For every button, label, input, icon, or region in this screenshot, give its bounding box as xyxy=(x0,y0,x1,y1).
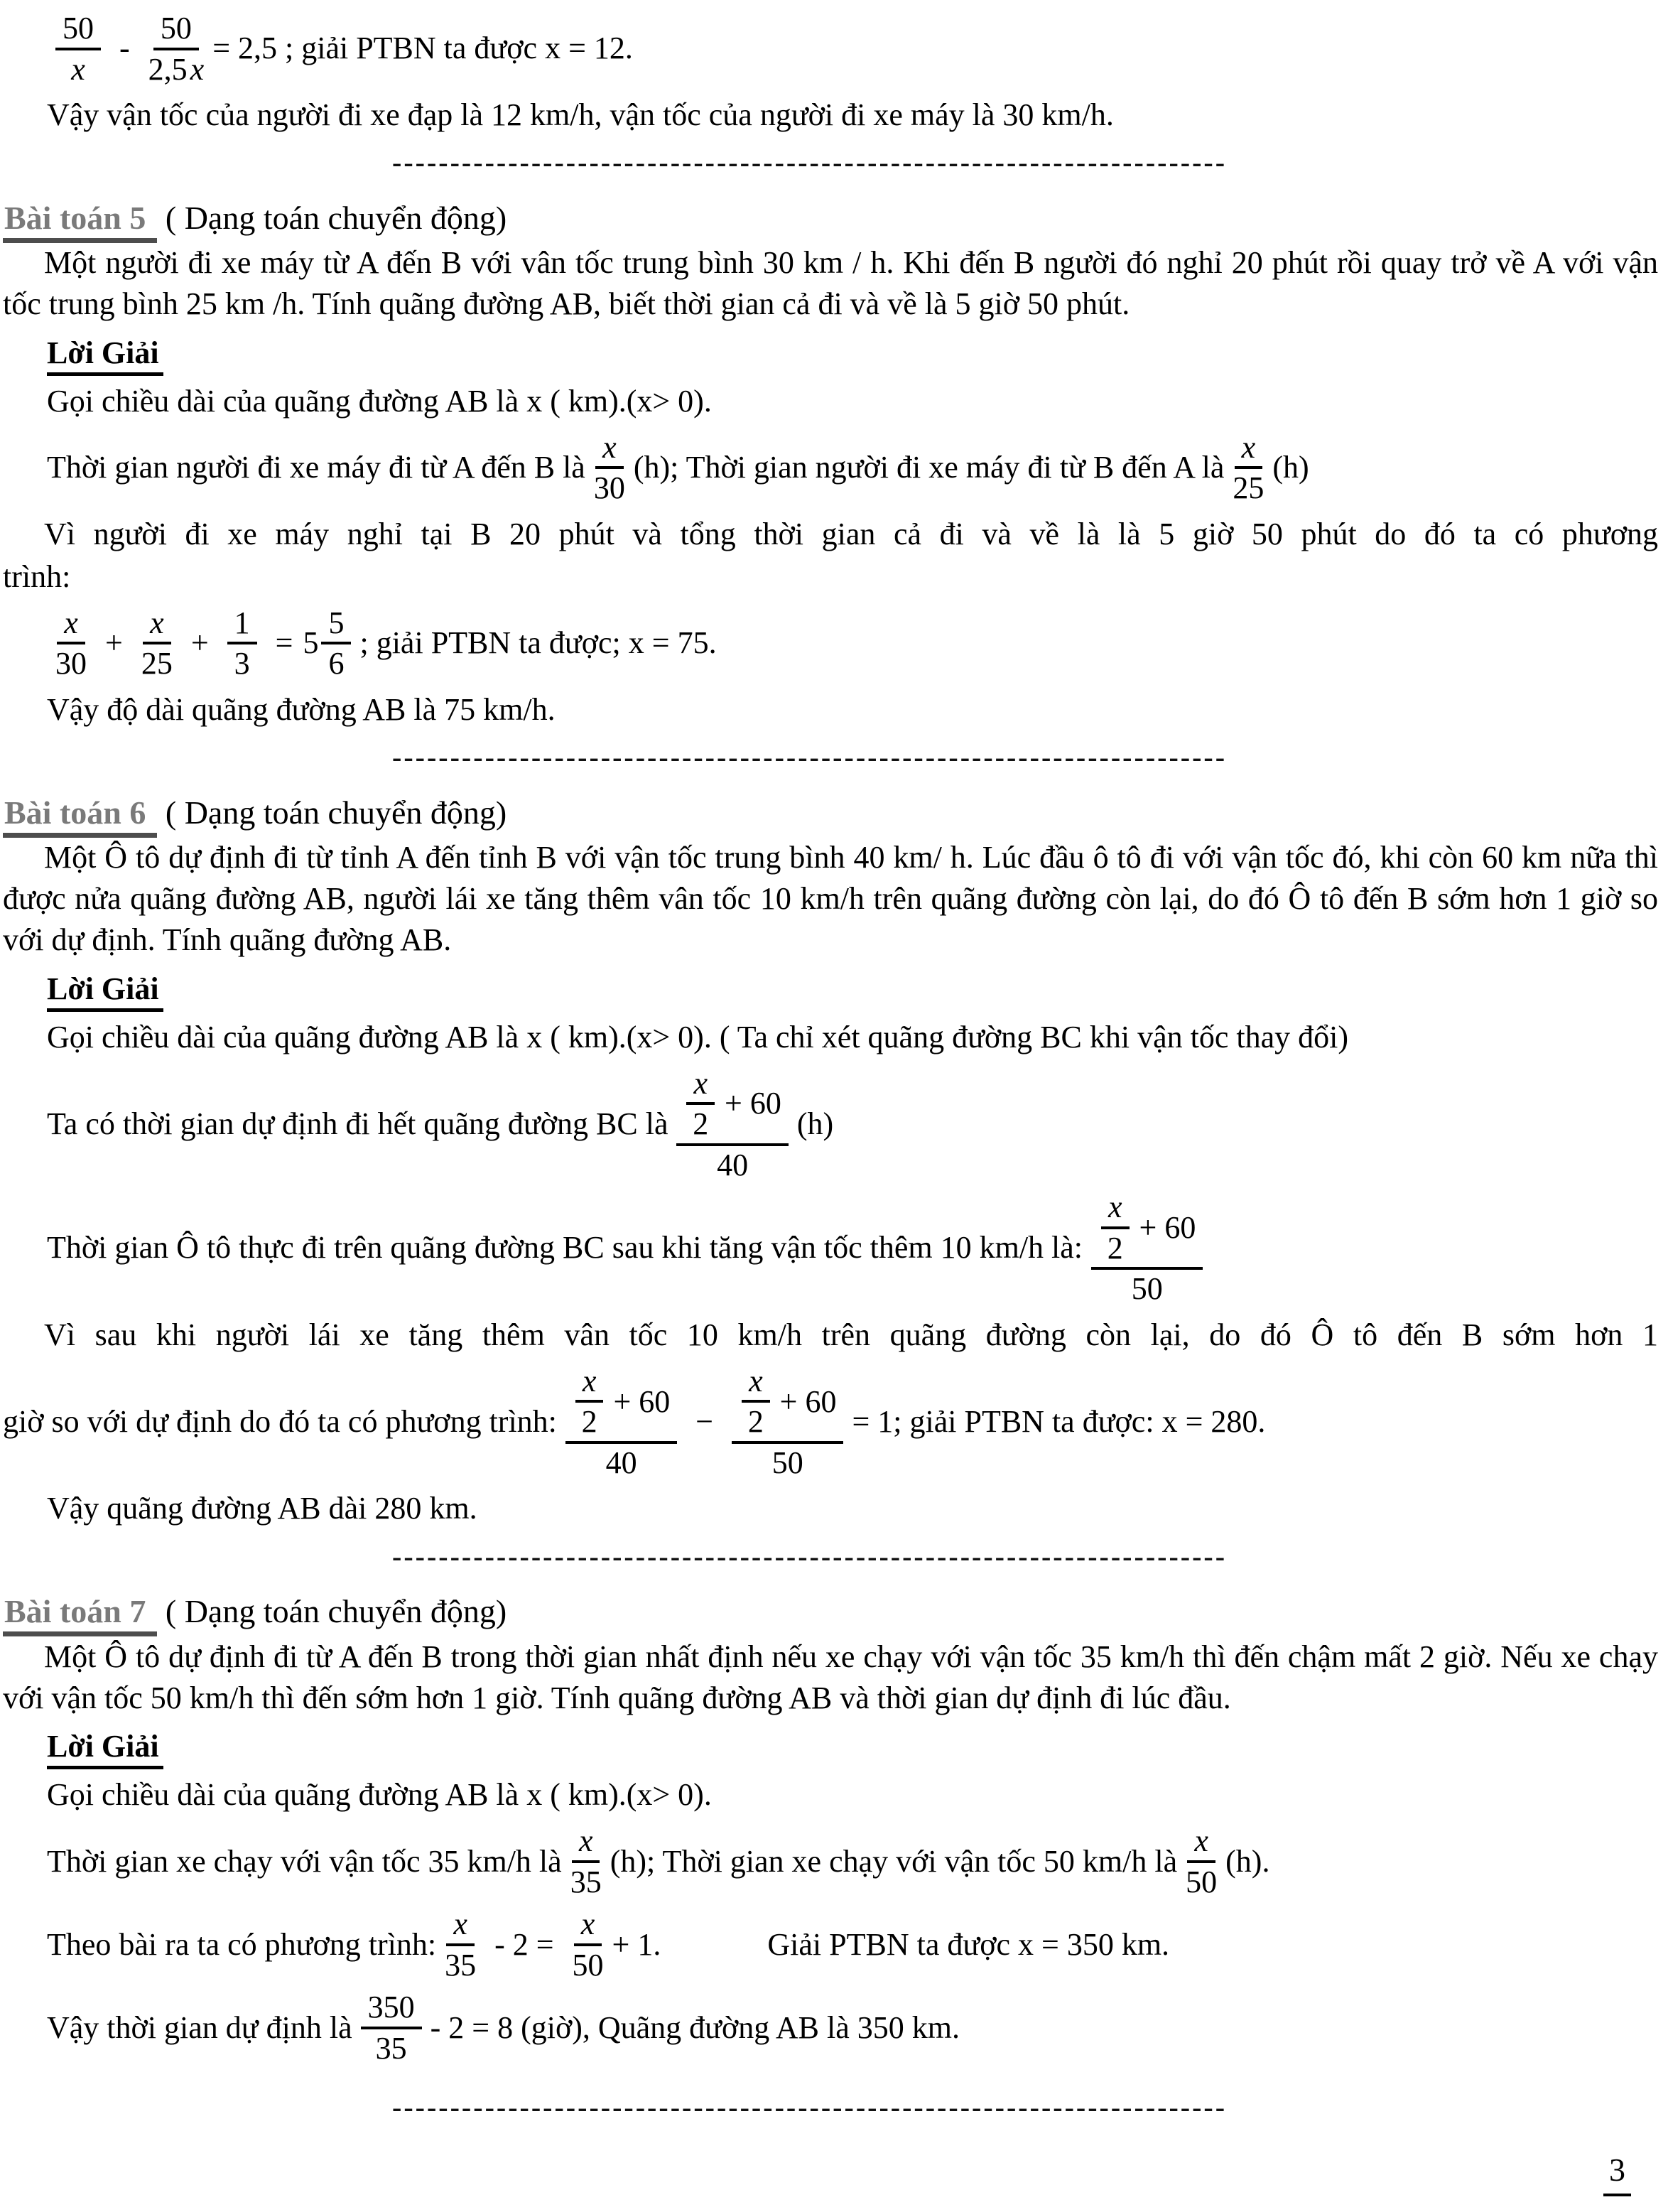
solve-note: Giải PTBN ta được x = 350 km. xyxy=(767,1926,1170,1962)
whole-number: 5 xyxy=(303,625,319,661)
section-heading xyxy=(3,1591,1668,1632)
fraction-denominator: 50 xyxy=(572,1947,604,1982)
solution-label: Lời Giải xyxy=(47,971,163,1012)
time-line xyxy=(47,1067,1658,1182)
separator-dashes: ------------------------------------------------------------------------ xyxy=(392,1540,1228,1572)
conclusion-line xyxy=(47,1990,1658,2065)
bai-title: Bài toán 7 xyxy=(3,1593,157,1636)
text-run: Ta có thời gian dự định đi hết quãng đường BC là xyxy=(47,1106,668,1141)
fraction-denominator: 2,5 xyxy=(148,51,188,87)
solution-heading xyxy=(47,333,1668,374)
fraction xyxy=(445,1907,476,1982)
solution-line: Gọi chiều dài của quãng đường AB là x ( km).(x> 0). xyxy=(47,1777,712,1813)
solution-line: Gọi chiều dài của quãng đường AB là x ( km).(x> 0). xyxy=(47,383,712,419)
fraction-denominator: 35 xyxy=(445,1947,477,1982)
text-run: Vậy thời gian dự định là xyxy=(47,2009,352,2045)
fraction-denominator: 25 xyxy=(141,646,173,681)
conclusion-line: Vậy vận tốc của người đi xe đạp là 12 km/h, vận tốc của người đi xe máy là 30 km/h. xyxy=(47,97,1114,133)
fraction xyxy=(686,1067,715,1141)
text-run: Thời gian xe chạy với vận tốc 35 km/h là xyxy=(47,1843,562,1879)
fraction-numerator: x xyxy=(582,1363,597,1398)
equation-line xyxy=(3,1364,1658,1480)
minus-sign: − xyxy=(695,1404,714,1440)
fraction-denominator: 40 xyxy=(717,1147,749,1182)
complex-fraction xyxy=(676,1067,788,1182)
fraction-denominator: 2 xyxy=(747,1404,764,1440)
fraction-numerator: x xyxy=(602,429,617,465)
problem-paragraph: Một Ô tô dự định đi từ tỉnh A đến tỉnh B với vận tốc trung bình 40 km/ h. Lúc đầu ô tô đi với vận tốc đó, khi còn 60 km nữa thì được nửa quãng đường AB, người lái xe tăng thêm vân tốc 10 km/h trên quãng đường còn lại, do đó Ô tô đến B sớm hơn 1 giờ so với dự định. Tính quãng đường AB. xyxy=(3,840,1658,958)
fraction-denominator: 35 xyxy=(570,1864,602,1899)
fraction-denominator: 6 xyxy=(328,646,345,681)
fraction-denominator: 50 xyxy=(1131,1271,1163,1307)
fraction-denominator: 2 xyxy=(693,1106,709,1142)
fraction-numerator: 1 xyxy=(234,605,250,640)
text-run: (h) xyxy=(796,1106,834,1141)
fraction-numerator: 50 xyxy=(63,11,94,45)
fraction-denominator: 50 xyxy=(1186,1864,1218,1899)
equation-line xyxy=(47,11,1658,86)
solution-line: Gọi chiều dài của quãng đường AB là x ( km).(x> 0). ( Ta chỉ xét quãng đường BC khi vận tốc thay đổi) xyxy=(47,1019,1349,1054)
minus-sign: - xyxy=(119,31,130,66)
fraction-numerator: 5 xyxy=(328,605,345,640)
problem-paragraph: Một người đi xe máy từ A đến B với vân tốc trung bình 30 km / h. Khi đến B người đó nghỉ 20 phút rồi quay trở về A với vận tốc trung bình 25 km /h. Tính quãng đường AB, biết thời gian cả đi và về là 5 giờ 50 phút. xyxy=(3,245,1658,322)
separator xyxy=(0,144,1668,182)
text-run: Theo bài ra ta có phương trình: xyxy=(47,1926,437,1962)
plus-term: + 60 xyxy=(613,1383,671,1419)
separator-dashes: ------------------------------------------------------------------------ xyxy=(392,741,1228,774)
fraction-numerator: x xyxy=(578,1823,593,1859)
bai-title: Bài toán 5 xyxy=(3,200,157,243)
fraction-denominator: x xyxy=(71,51,85,87)
operator-run: - 2 = xyxy=(494,1926,554,1962)
solution-heading xyxy=(47,1726,1668,1767)
solution-heading xyxy=(47,969,1668,1010)
equals-sign: = xyxy=(275,625,293,661)
fraction-numerator: x xyxy=(64,605,78,640)
text-run: (h) xyxy=(1272,450,1309,485)
bai-title-suffix: ( Dạng toán chuyển động) xyxy=(165,199,507,236)
fraction-denominator: 2 xyxy=(1107,1230,1123,1266)
fraction xyxy=(227,606,257,681)
plus-term: + 60 xyxy=(725,1086,781,1121)
separator-dashes: ------------------------------------------------------------------------ xyxy=(392,146,1228,179)
complex-fraction xyxy=(565,1364,677,1480)
time-line xyxy=(47,1190,1658,1306)
separator xyxy=(0,739,1668,777)
fraction-denominator-x: x xyxy=(190,51,205,87)
fraction-denominator: 50 xyxy=(771,1445,803,1480)
fraction-numerator: x xyxy=(453,1906,467,1942)
fraction-denominator: 2 xyxy=(581,1404,597,1440)
bai-title-suffix: ( Dạng toán chuyển động) xyxy=(165,794,507,831)
equation-tail: = 2,5 ; giải PTBN ta được x = 12. xyxy=(212,31,633,66)
plus-sign: + xyxy=(190,625,209,661)
fraction xyxy=(594,431,625,505)
fraction xyxy=(1186,1824,1217,1899)
section-bai7 xyxy=(0,1591,1668,2065)
section-heading xyxy=(3,792,1668,833)
complex-fraction xyxy=(732,1364,843,1480)
solution-label: Lời Giải xyxy=(47,1729,163,1769)
equation-line xyxy=(47,606,1658,681)
section-bai5 xyxy=(0,198,1668,730)
text-run: (h); Thời gian xe chạy với vận tốc 50 km/h là xyxy=(610,1843,1178,1879)
plus-term: + 60 xyxy=(779,1383,837,1419)
fraction xyxy=(141,606,173,681)
fraction-numerator: x xyxy=(580,1906,595,1942)
fraction xyxy=(742,1364,770,1439)
fraction-denominator: 35 xyxy=(375,2030,407,2066)
solution-line: trình: xyxy=(3,559,71,594)
fraction xyxy=(570,1824,602,1899)
equation-tail: + 1. xyxy=(612,1926,661,1962)
complex-fraction xyxy=(1091,1190,1203,1306)
equation-tail: ; giải PTBN ta được; x = 75. xyxy=(359,625,717,661)
text-run: giờ so với dự định do đó ta có phương trình: xyxy=(3,1404,557,1440)
fraction-denominator: 3 xyxy=(234,646,250,681)
fraction-numerator: x xyxy=(693,1065,708,1101)
fraction-denominator: 30 xyxy=(55,646,87,681)
section-heading xyxy=(3,198,1668,239)
fraction-numerator: x xyxy=(1108,1189,1122,1225)
fraction-denominator: 30 xyxy=(593,470,625,506)
fraction-numerator: x xyxy=(1194,1823,1208,1859)
text-run: Thời gian Ô tô thực đi trên quãng đường BC sau khi tăng vận tốc thêm 10 km/h là: xyxy=(47,1230,1083,1266)
time-line xyxy=(47,431,1658,505)
fraction xyxy=(1233,431,1264,505)
mixed-number xyxy=(303,606,359,681)
fraction-denominator: 25 xyxy=(1233,470,1264,506)
fraction xyxy=(55,11,101,86)
bai-title: Bài toán 6 xyxy=(3,794,157,838)
fraction xyxy=(1101,1190,1130,1265)
equation-tail: = 1; giải PTBN ta được: x = 280. xyxy=(852,1404,1266,1440)
fraction-numerator: 50 xyxy=(160,11,192,45)
fraction xyxy=(321,606,351,681)
separator xyxy=(0,1538,1668,1576)
solution-paragraph: Vì người đi xe máy nghỉ tại B 20 phút và tổng thời gian cả đi và về là là 5 giờ 50 phút do đó ta có phương xyxy=(44,516,1658,551)
plus-sign: + xyxy=(105,625,123,661)
page-number: 3 xyxy=(1603,2149,1631,2196)
conclusion-line: Vậy quãng đường AB dài 280 km. xyxy=(47,1491,477,1526)
problem-paragraph: Một Ô tô dự định đi từ A đến B trong thời gian nhất định nếu xe chạy với vận tốc 35 km/h thì đến chậm mất 2 giờ. Nếu xe chạy với vận tốc 50 km/h thì đến sớm hơn 1 giờ. Tính quãng đường AB và thời gian dự định đi lúc đầu. xyxy=(3,1639,1658,1715)
fraction-denominator: 40 xyxy=(605,1445,637,1480)
fraction xyxy=(573,1907,604,1982)
text-run: - 2 = 8 (giờ), Quãng đường AB là 350 km. xyxy=(430,2009,960,2045)
solution-label: Lời Giải xyxy=(47,335,163,376)
plus-term: + 60 xyxy=(1139,1210,1196,1245)
text-run: (h). xyxy=(1225,1843,1270,1879)
text-run: (h); Thời gian người đi xe máy đi từ B đến A là xyxy=(633,450,1225,485)
solution-paragraph: Vì sau khi người lái xe tăng thêm vân tốc 10 km/h trên quãng đường còn lại, do đó Ô tô đến B sớm hơn 1 xyxy=(44,1317,1658,1352)
time-line xyxy=(47,1824,1658,1899)
fraction-numerator: x xyxy=(749,1363,763,1398)
fraction-numerator: 350 xyxy=(367,1990,415,2025)
fraction xyxy=(575,1364,604,1439)
fraction-numerator: x xyxy=(1241,429,1256,465)
fraction xyxy=(55,606,87,681)
fraction-numerator: x xyxy=(150,605,164,640)
separator-dashes: ------------------------------------------------------------------------ xyxy=(392,2091,1228,2124)
fraction xyxy=(148,11,205,86)
conclusion-line: Vậy độ dài quãng đường AB là 75 km/h. xyxy=(47,691,556,727)
separator xyxy=(0,2089,1668,2127)
bai-title-suffix: ( Dạng toán chuyển động) xyxy=(165,1593,507,1630)
section-bai6 xyxy=(0,792,1668,1530)
text-run: Thời gian người đi xe máy đi từ A đến B là xyxy=(47,450,585,485)
equation-line xyxy=(47,1907,1658,1982)
fraction xyxy=(361,1990,422,2065)
